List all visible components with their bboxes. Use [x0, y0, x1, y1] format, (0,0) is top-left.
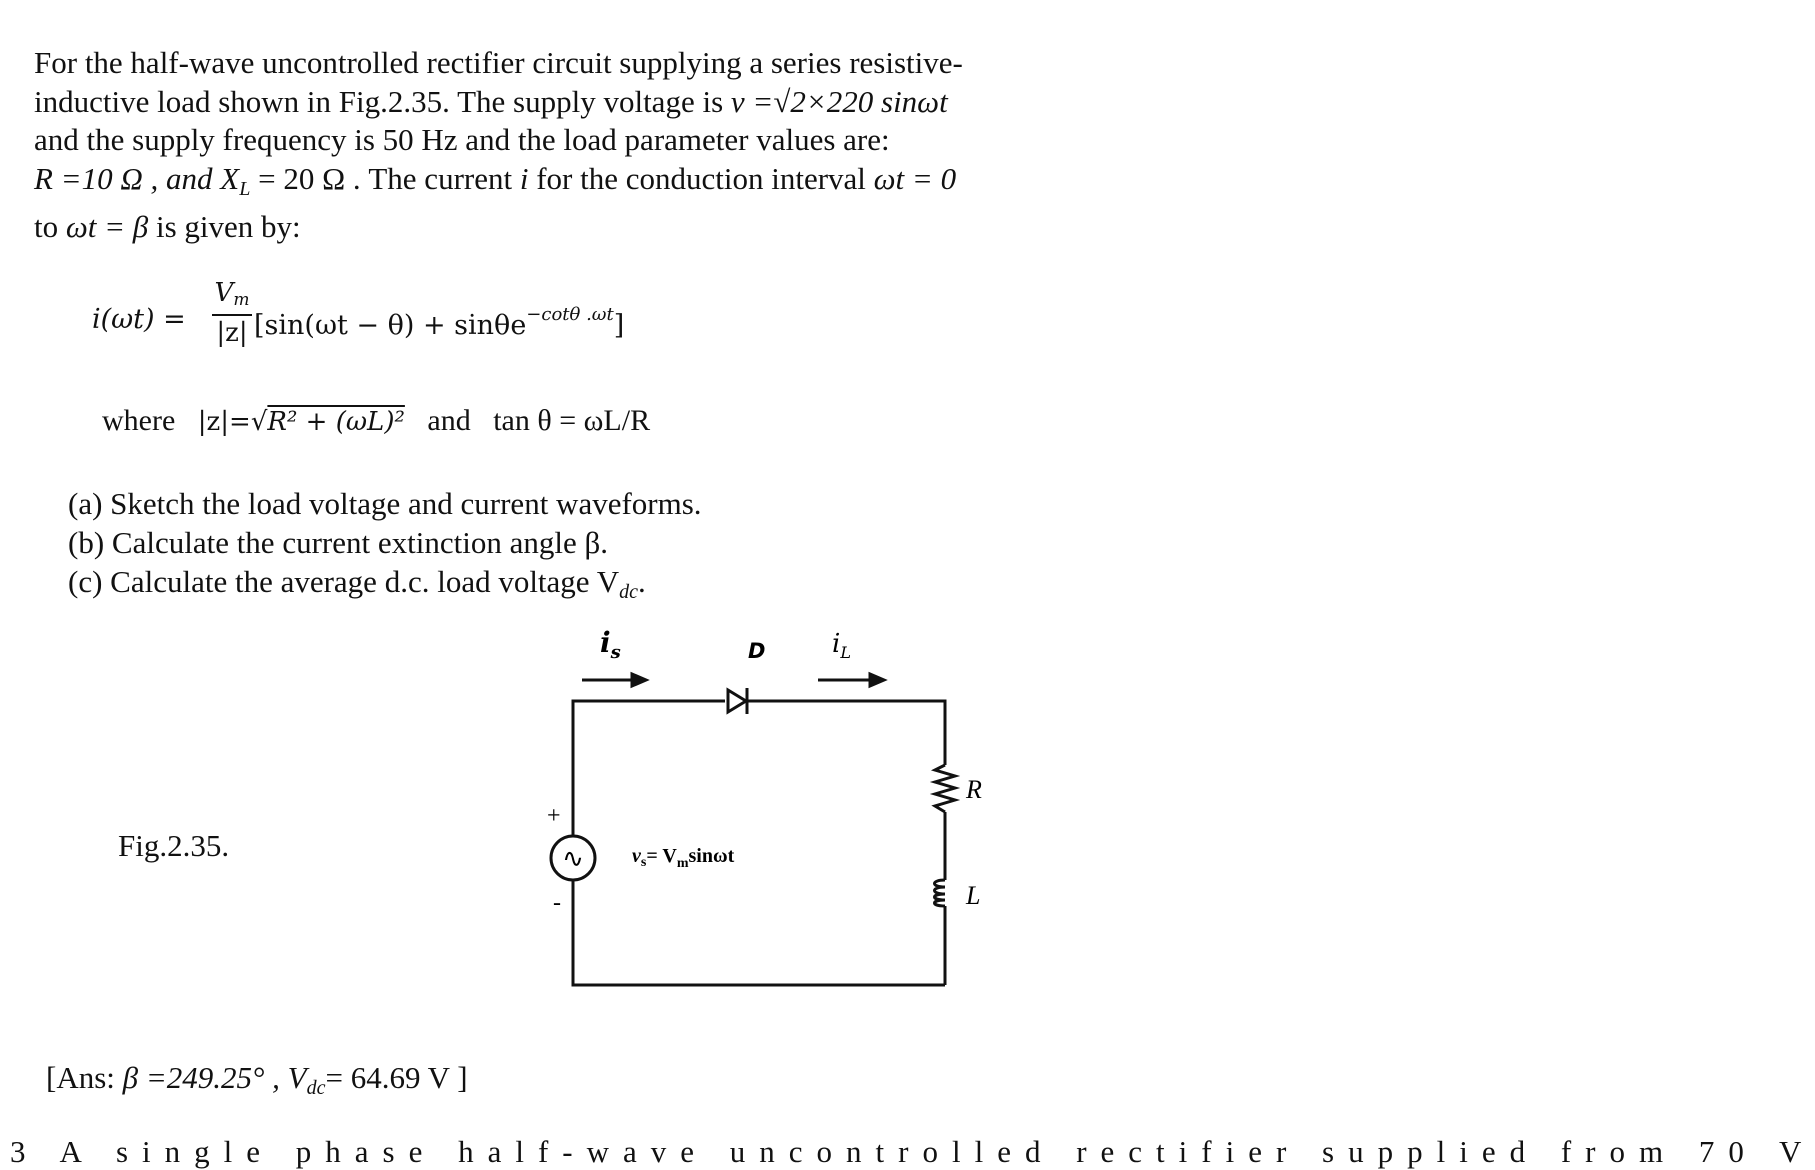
il-label: $i_L$ [832, 629, 851, 662]
problem-line-2: inductive load shown in Fig.2.35. The supply voltage is v =√2×220 sinωt [34, 83, 948, 119]
wire-top-left [573, 701, 725, 836]
part-c: (c) Calculate the average d.c. load voltage $V_{dc}$. [68, 564, 646, 603]
answer-line: [Ans: β =249.25° , $V_{dc}= 64.69$ V ] [46, 1060, 468, 1099]
source-minus: - [553, 890, 561, 916]
formula-lhs: i(ωt) = [92, 304, 186, 335]
where-clause: where |z|=√R² + (ωL)² and tan θ = ωL/R [102, 404, 651, 437]
ac-source-wave: ∿ [562, 844, 584, 874]
resistor-symbol [935, 765, 955, 812]
diode-label: D [748, 639, 766, 663]
source-plus: + [547, 803, 561, 829]
formula-numerator: Vm [214, 278, 250, 310]
diode-symbol [728, 688, 747, 714]
inductor-label: L [966, 881, 981, 910]
resistor-label: R [966, 775, 982, 804]
next-question-clipped: 3 A single phase half-wave uncontrolled rectifier supplied from 70 V [10, 1134, 1815, 1169]
inductor-symbol [935, 880, 946, 906]
figure-label: Fig.2.35. [118, 828, 230, 863]
problem-line-3: and the supply frequency is 50 Hz and the load parameter values are: [34, 122, 890, 157]
problem-line-4: R =10 Ω , and $X_L = 20$ Ω . The current i for the conduction interval ωt = 0 [34, 160, 957, 200]
problem-line-5: to ωt = β is given by: [34, 209, 301, 244]
formula-body: [sin(ωt − θ) + sinθe$^{-cot\theta .\omega t}$] [254, 304, 625, 341]
problem-line-1: For the half-wave uncontrolled rectifier circuit supplying a series resistive- [34, 45, 963, 80]
part-b: (b) Calculate the current extinction angle β. [68, 525, 608, 560]
part-a: (a) Sketch the load voltage and current waveforms. [68, 486, 702, 521]
wire-top-right [747, 701, 945, 765]
is-label: $i_s$ [600, 626, 621, 663]
wire-bottom [573, 880, 945, 985]
source-voltage-label: $v_s= V_m\sin\omega t$ [632, 845, 735, 871]
formula-denominator: |z| [216, 318, 248, 348]
